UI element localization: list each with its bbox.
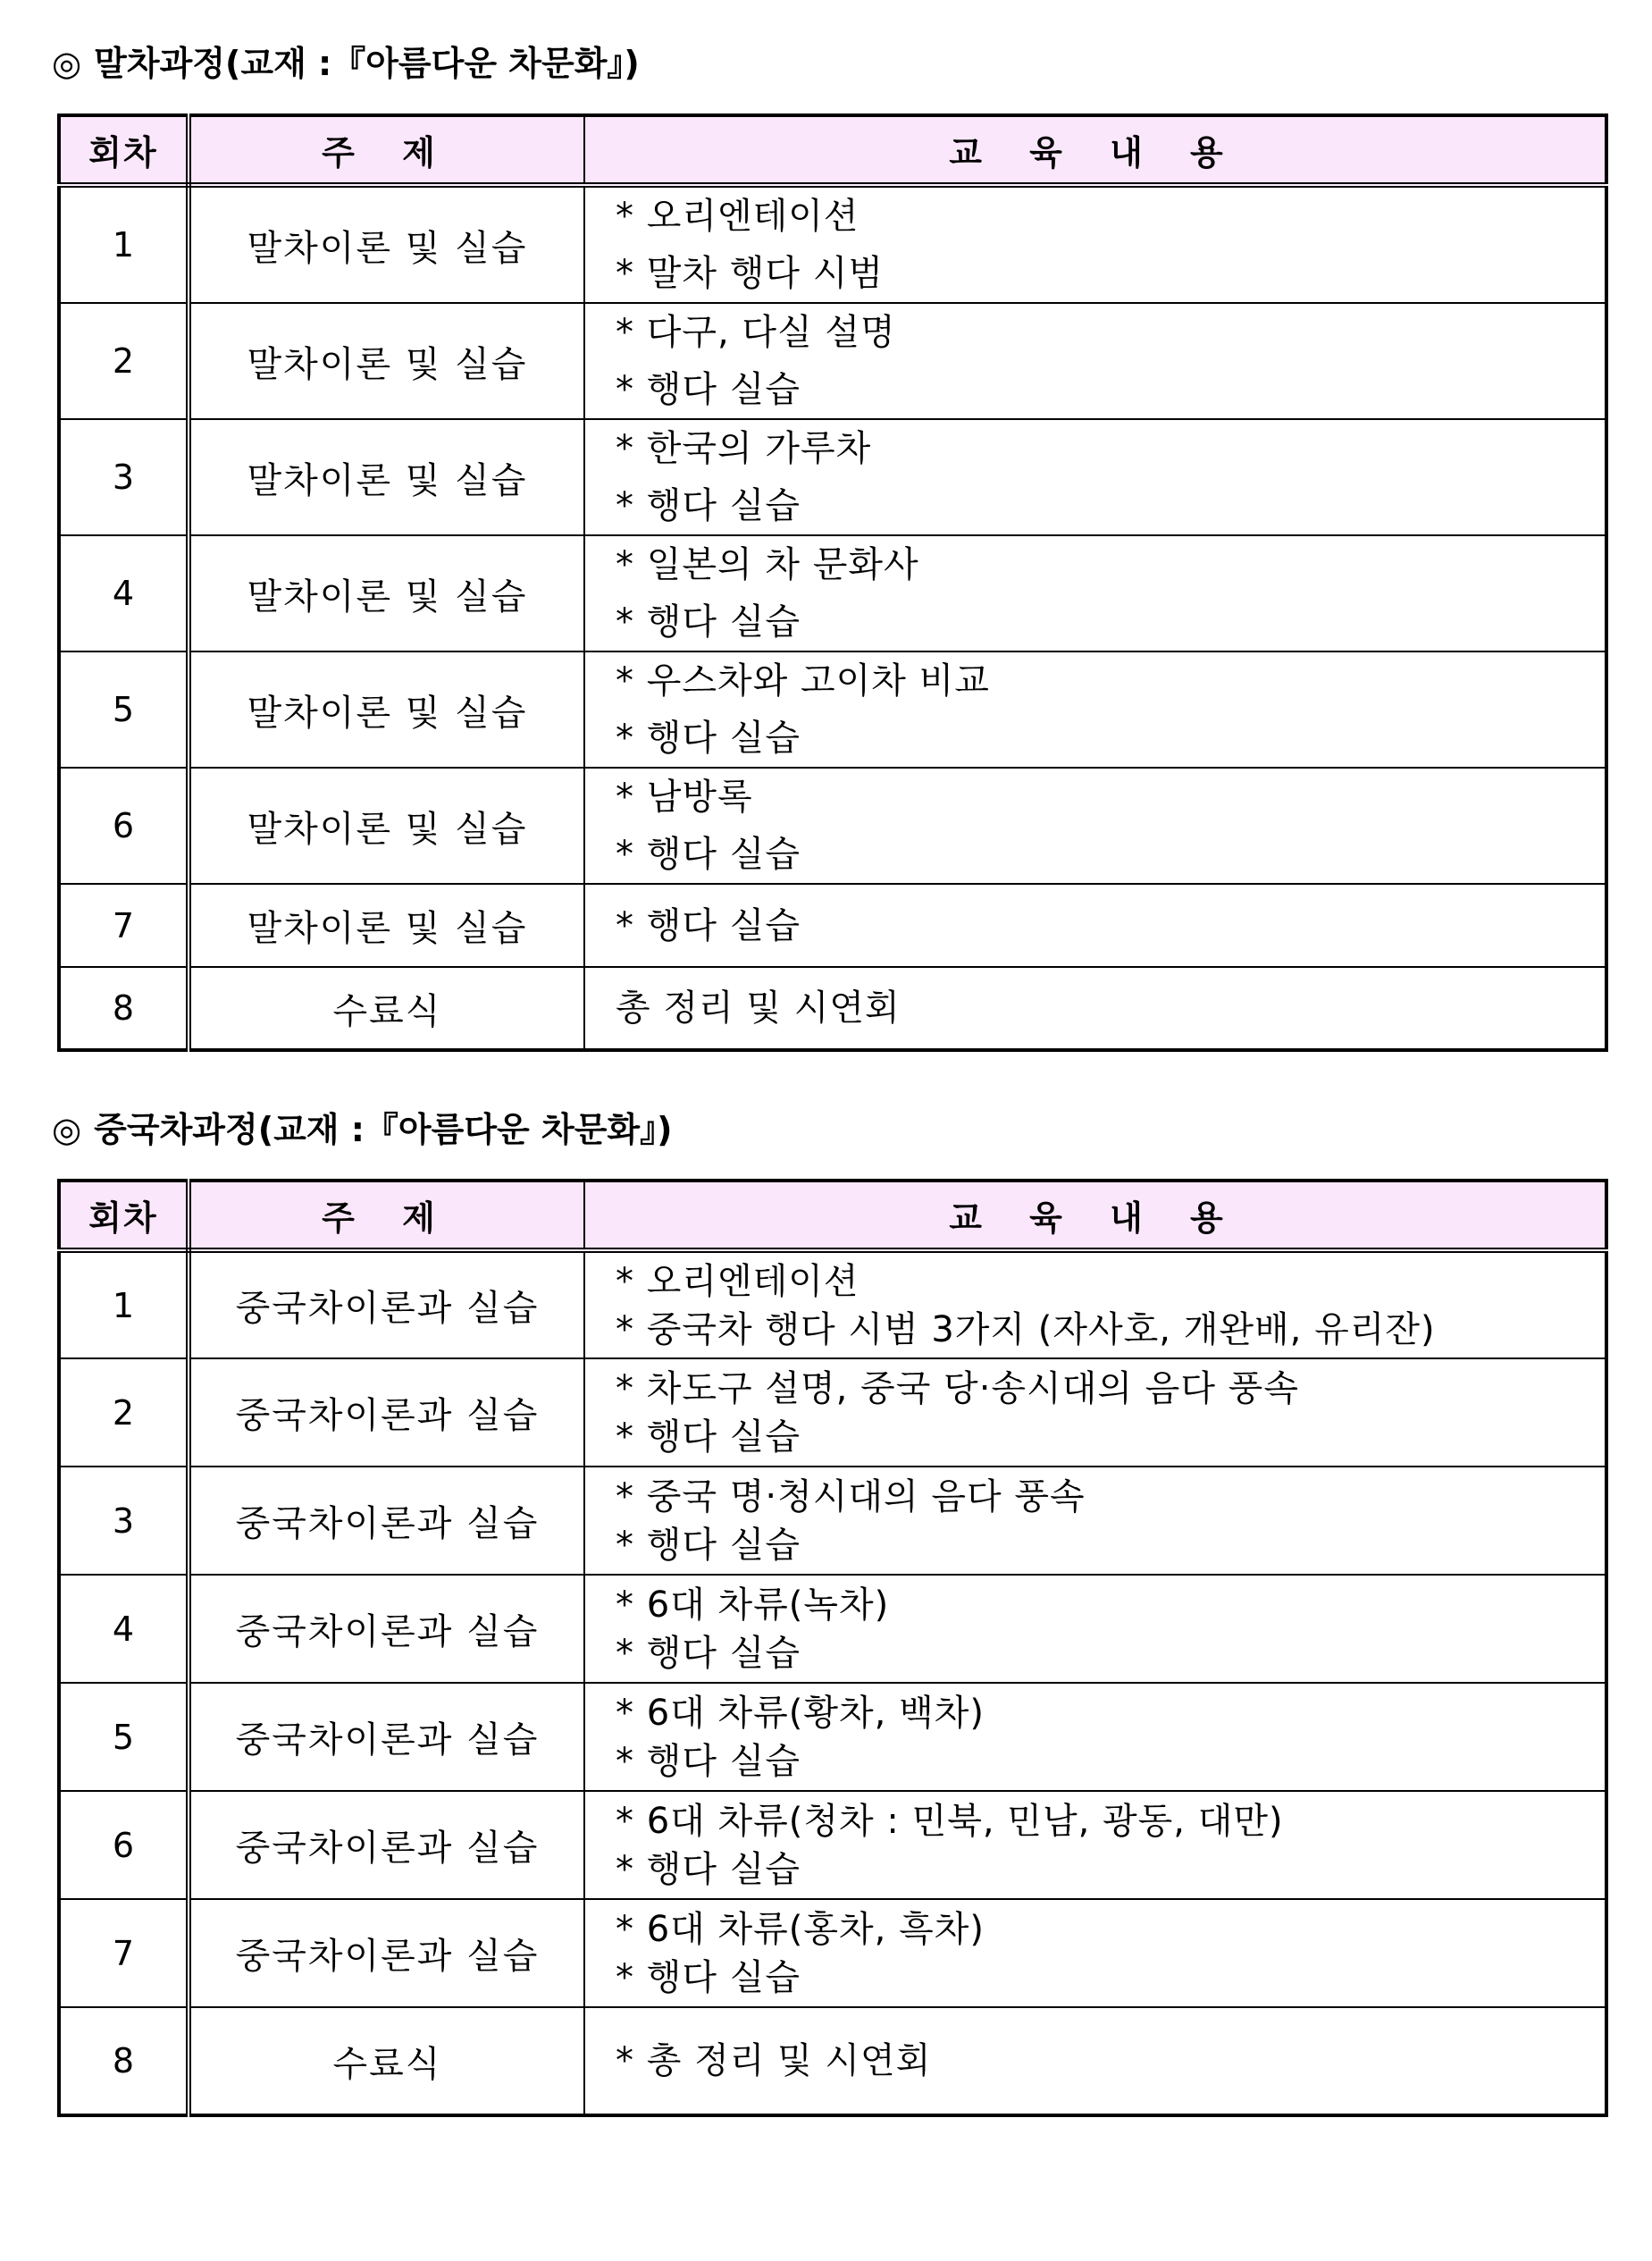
table-row: [59, 884, 1606, 967]
session-content: [584, 967, 1606, 1050]
session-number: 3: [59, 1467, 189, 1575]
session-content: [584, 2007, 1606, 2115]
session-topic: 중국차이론과 실습: [189, 1683, 584, 1791]
session-content: [584, 1358, 1606, 1467]
content-line: * 다구, 다실 설명: [616, 312, 896, 353]
session-number: 4: [59, 1575, 189, 1683]
section-title-matcha: [52, 44, 640, 83]
header-content: 교 육 내 용: [584, 115, 1606, 185]
session-topic: 말차이론 및 실습: [189, 768, 584, 884]
table-row: [59, 768, 1606, 884]
session-number: 7: [59, 1899, 189, 2007]
content-line: * 총 정리 및 시연회: [616, 2040, 932, 2081]
content-line: * 6대 차류(홍차, 흑차): [616, 1908, 985, 1950]
session-number: 3: [59, 419, 189, 535]
session-topic: 말차이론 및 실습: [189, 303, 584, 419]
session-topic: 말차이론 및 실습: [189, 651, 584, 768]
content-line: * 6대 차류(황차, 백차): [616, 1692, 985, 1734]
table-row: [59, 535, 1606, 651]
session-topic: 중국차이론과 실습: [189, 1467, 584, 1575]
bullet-mark: ◎: [52, 1110, 82, 1149]
session-topic: 말차이론 및 실습: [189, 535, 584, 651]
table-row: [59, 1358, 1606, 1467]
table-row: [59, 185, 1606, 303]
session-topic: 수료식: [189, 967, 584, 1050]
header-session: 회차: [59, 1181, 189, 1250]
table-row: [59, 303, 1606, 419]
session-content: [584, 1899, 1606, 2007]
content-line: 총 정리 및 시연회: [616, 988, 901, 1029]
content-line: * 오리엔테이션: [616, 196, 860, 237]
session-content: [584, 185, 1606, 303]
content-line: * 행다 실습: [616, 601, 801, 643]
session-topic: 중국차이론과 실습: [189, 1250, 584, 1358]
session-content: [584, 768, 1606, 884]
session-topic: 말차이론 및 실습: [189, 419, 584, 535]
matcha-course-table: [57, 113, 1608, 1052]
session-content: [584, 884, 1606, 967]
session-number: 2: [59, 303, 189, 419]
bullet-mark: ◎: [52, 44, 82, 83]
content-line: * 오리엔테이션: [616, 1260, 860, 1302]
header-topic: 주 제: [189, 1181, 584, 1250]
header-topic: 주 제: [189, 115, 584, 185]
session-topic: 말차이론 및 실습: [189, 884, 584, 967]
content-line: * 행다 실습: [616, 834, 801, 875]
session-number: 1: [59, 1250, 189, 1358]
session-number: 4: [59, 535, 189, 651]
session-number: 6: [59, 768, 189, 884]
content-line: * 행다 실습: [616, 718, 801, 759]
session-topic: 중국차이론과 실습: [189, 1358, 584, 1467]
table-row: [59, 967, 1606, 1050]
table-row: [59, 1467, 1606, 1575]
section-title-chinese-tea: [52, 1110, 673, 1149]
session-number: 5: [59, 651, 189, 768]
session-content: [584, 535, 1606, 651]
session-topic: 말차이론 및 실습: [189, 185, 584, 303]
session-content: [584, 303, 1606, 419]
session-number: 5: [59, 1683, 189, 1791]
session-topic: 중국차이론과 실습: [189, 1791, 584, 1899]
table-header-row: [59, 1181, 1606, 1250]
table-row: [59, 2007, 1606, 2115]
header-content: 교 육 내 용: [584, 1181, 1606, 1250]
content-line: * 6대 차류(녹차): [616, 1584, 890, 1626]
session-number: 7: [59, 884, 189, 967]
table-header-row: [59, 115, 1606, 185]
session-content: [584, 419, 1606, 535]
content-line: * 행다 실습: [616, 369, 801, 410]
session-number: 2: [59, 1358, 189, 1467]
session-number: 6: [59, 1791, 189, 1899]
session-number: 8: [59, 2007, 189, 2115]
session-number: 8: [59, 967, 189, 1050]
content-line: * 일본의 차 문화사: [616, 544, 919, 585]
session-content: [584, 1575, 1606, 1683]
session-content: [584, 1467, 1606, 1575]
session-topic: 수료식: [189, 2007, 584, 2115]
content-line: * 남방록: [616, 777, 753, 818]
content-line: * 행다 실습: [616, 1632, 801, 1674]
session-number: 1: [59, 185, 189, 303]
content-line: * 한국의 가루차: [616, 428, 872, 469]
content-line: * 우스차와 고이차 비교: [616, 660, 990, 702]
section-title-text: 말차과정(교재 :『아름다운 차문화』): [94, 44, 640, 83]
session-content: [584, 1791, 1606, 1899]
content-line: * 행다 실습: [616, 485, 801, 526]
table-row: [59, 1899, 1606, 2007]
content-line: * 중국 명‧청시대의 음다 풍속: [616, 1475, 1086, 1517]
table-row: [59, 419, 1606, 535]
table-row: [59, 1791, 1606, 1899]
section-title-text: 중국차과정(교재 :『아름다운 차문화』): [94, 1110, 673, 1149]
content-line: * 행다 실습: [616, 904, 801, 946]
table-row: [59, 1250, 1606, 1358]
content-line: * 차도구 설명, 중국 당‧송시대의 음다 풍속: [616, 1367, 1299, 1409]
session-topic: 중국차이론과 실습: [189, 1899, 584, 2007]
header-session: 회차: [59, 115, 189, 185]
chinese-tea-course-table: [57, 1179, 1608, 2117]
session-content: [584, 1250, 1606, 1358]
content-line: * 6대 차류(청차 : 민북, 민남, 광동, 대만): [616, 1800, 1284, 1842]
table-row: [59, 1683, 1606, 1791]
session-topic: 중국차이론과 실습: [189, 1575, 584, 1683]
content-line: * 행다 실습: [616, 1524, 801, 1566]
content-line: * 행다 실습: [616, 1416, 801, 1458]
content-line: * 중국차 행다 시범 3가지 (자사호, 개완배, 유리잔): [616, 1308, 1436, 1350]
content-line: * 행다 실습: [616, 1848, 801, 1890]
session-content: [584, 651, 1606, 768]
table-row: [59, 651, 1606, 768]
table-row: [59, 1575, 1606, 1683]
session-content: [584, 1683, 1606, 1791]
content-line: * 말차 행다 시범: [616, 253, 884, 294]
content-line: * 행다 실습: [616, 1740, 801, 1782]
content-line: * 행다 실습: [616, 1956, 801, 1998]
